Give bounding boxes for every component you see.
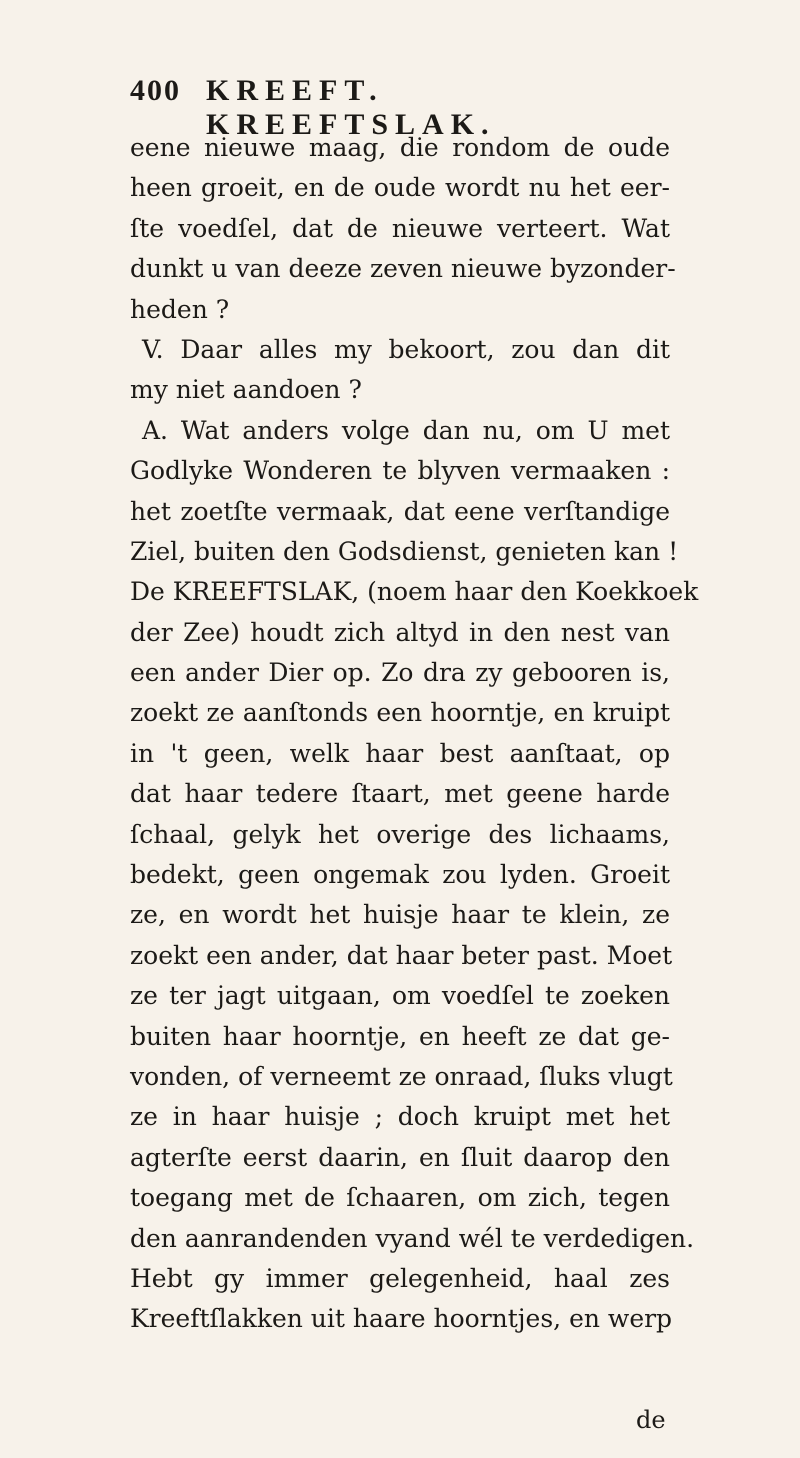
text-line: het zoetſte vermaak, dat eene verſtandige <box>130 496 670 526</box>
page-header <box>130 74 670 141</box>
text-line: vonden, of verneemt ze onraad, ſluks vlugt <box>130 1061 673 1091</box>
text-line: toegang met de ſchaaren, om zich, tegen <box>130 1183 670 1213</box>
text-line: den aanrandenden vyand wél te verdedigen. <box>130 1223 695 1253</box>
text-line: eene nieuwe maag, die rondom de oude <box>130 133 670 162</box>
text-line: V. Daar alles my bekoort, zou dan dit <box>142 334 670 364</box>
text-line: Hebt gy immer gelegenheid, haal zes <box>130 1263 670 1293</box>
text-line: agterſte eerst daarin, en ſluit daarop den <box>130 1142 670 1172</box>
text-line: zoekt een ander, dat haar beter past. Moet <box>130 940 673 970</box>
body-text <box>130 128 699 1340</box>
text-line: buiten haar hoorntje, en heeft ze dat ge- <box>130 1021 670 1051</box>
text-line: der Zee) houdt zich altyd in den nest van <box>130 617 670 647</box>
text-line: dunkt u van deeze zeven nieuwe byzonder- <box>130 254 676 284</box>
text-line: Godlyke Wonderen te blyven vermaaken : <box>130 456 670 486</box>
page-number: 400 <box>130 74 181 107</box>
text-line: A. Wat anders volge dan nu, om U met <box>142 415 670 445</box>
text-line: ſchaal, gelyk het overige des lichaams, <box>130 819 670 849</box>
catchword: de <box>636 1406 666 1434</box>
text-line: ze, en wordt het huisje haar te klein, ze <box>130 900 670 930</box>
text-line: Kreeftſlakken uit haare hoorntjes, en werp <box>130 1304 673 1334</box>
text-line: ſte voedſel, dat de nieuwe verteert. Wat <box>130 213 670 243</box>
text-line: een ander Dier op. Zo dra zy gebooren is, <box>130 658 670 688</box>
text-line: Ziel, buiten den Godsdienst, genieten kan ! <box>130 536 679 566</box>
text-line: heen groeit, en de oude wordt nu het eer- <box>130 173 670 203</box>
text-line: in 't geen, welk haar best aanſtaat, op <box>130 738 670 768</box>
text-line: ze in haar huisje ; doch kruipt met het <box>130 1102 670 1132</box>
text-line: heden ? <box>130 294 230 324</box>
text-line: De KREEFTSLAK, (noem haar den Koekkoek <box>130 577 699 607</box>
text-line: my niet aandoen ? <box>130 375 362 405</box>
text-line: bedekt, geen ongemak zou lyden. Groeit <box>130 860 670 890</box>
text-line: zoekt ze aanſtonds een hoorntje, en kruipt <box>130 698 670 728</box>
running-head: KREEFT. KREEFTSLAK. <box>206 74 496 141</box>
text-line: ze ter jagt uitgaan, om voedſel te zoeken <box>130 981 670 1011</box>
text-line: dat haar tedere ſtaart, met geene harde <box>130 779 670 809</box>
